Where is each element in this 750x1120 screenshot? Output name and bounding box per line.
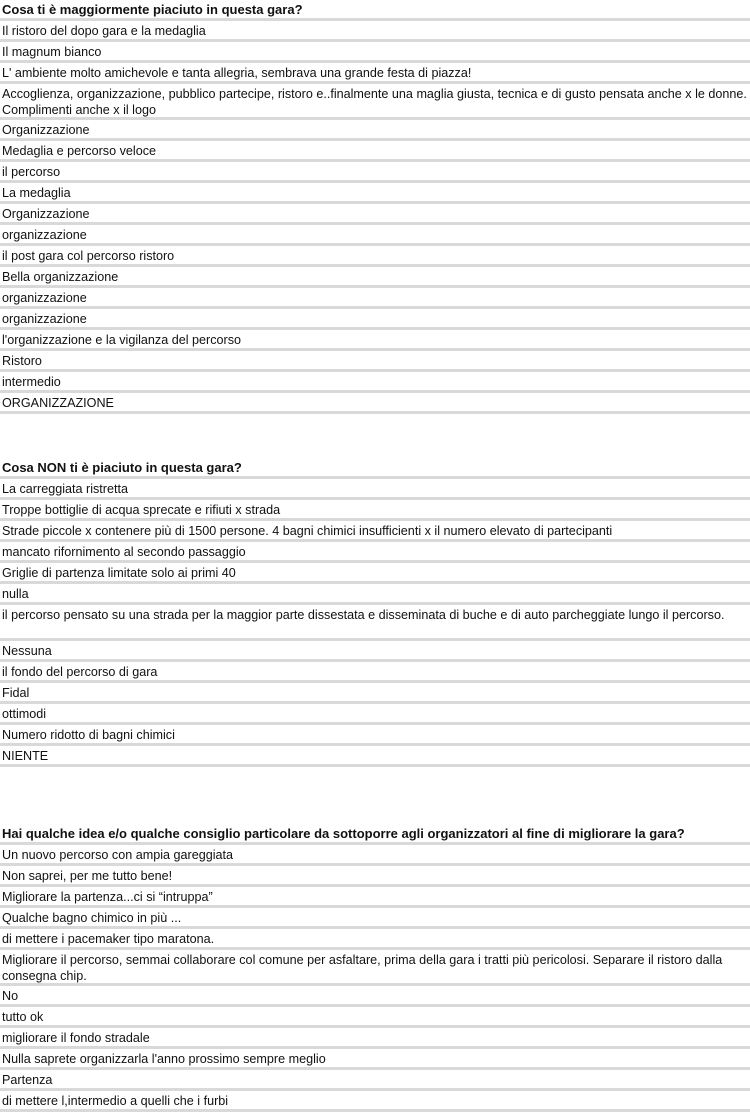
answer-row: La medaglia [0,183,750,204]
question-title: Cosa ti è maggiormente piaciuto in questa gara? [0,0,750,21]
answer-row: La carreggiata ristretta [0,479,750,500]
answer-row: Fidal [0,683,750,704]
answer-row: Un nuovo percorso con ampia gareggiata [0,845,750,866]
answer-row: organizzazione [0,288,750,309]
answer-row: Troppe bottiglie di acqua sprecate e rifiuti x strada [0,500,750,521]
answer-row: nulla [0,584,750,605]
answer-row: l'organizzazione e la vigilanza del percorso [0,330,750,351]
answer-row: Partenza [0,1070,750,1091]
answer-row: Organizzazione [0,120,750,141]
section-disliked [0,458,750,767]
answer-row: Migliorare la partenza...ci si “intruppa” [0,887,750,908]
answer-row: il percorso [0,162,750,183]
answer-row: tutto ok [0,1007,750,1028]
answer-row: migliorare il fondo stradale [0,1028,750,1049]
answer-row: Migliorare il percorso, semmai collaborare col comune per asfaltare, prima della gara i tratti più pericolosi. Separare il ristoro dalla consegna chip. [0,950,750,986]
answer-row: Accoglienza, organizzazione, pubblico partecipe, ristoro e..finalmente una maglia giusta, tecnica e di gusto pensata anche x le donne. Complimenti anche x il logo [0,84,750,120]
answer-row: ORGANIZZAZIONE [0,393,750,414]
answer-row: Organizzazione [0,204,750,225]
answer-row: ottimodi [0,704,750,725]
question-title: Cosa NON ti è piaciuto in questa gara? [0,458,750,479]
answer-row: Medaglia e percorso veloce [0,141,750,162]
answer-row: intermedio [0,372,750,393]
answer-row: Nessuna [0,641,750,662]
answer-row: L' ambiente molto amichevole e tanta allegria, sembrava una grande festa di piazza! [0,63,750,84]
answer-row: Bella organizzazione [0,267,750,288]
answer-row: di mettere l,intermedio a quelli che i furbi [0,1091,750,1112]
answer-row: No [0,986,750,1007]
answer-row: Numero ridotto di bagni chimici [0,725,750,746]
answer-row: di mettere i pacemaker tipo maratona. [0,929,750,950]
answer-row: NIENTE [0,746,750,767]
answer-row: Non saprei, per me tutto bene! [0,866,750,887]
answer-row: Ristoro [0,351,750,372]
answer-row: il percorso pensato su una strada per la maggior parte dissestata e disseminata di buche e di auto parcheggiate lungo il percorso. [0,605,750,641]
answer-row: mancato rifornimento al secondo passaggio [0,542,750,563]
answer-row: Griglie di partenza limitate solo ai primi 40 [0,563,750,584]
answer-row: organizzazione [0,309,750,330]
answer-row: organizzazione [0,225,750,246]
answer-row: il fondo del percorso di gara [0,662,750,683]
answer-row: Il ristoro del dopo gara e la medaglia [0,21,750,42]
question-title: Hai qualche idea e/o qualche consiglio particolare da sottoporre agli organizzatori al fine di migliorare la gara? [0,824,750,845]
answer-row: Qualche bagno chimico in più ... [0,908,750,929]
section-suggestions [0,824,750,1112]
answer-row: Il magnum bianco [0,42,750,63]
answer-row: il post gara col percorso ristoro [0,246,750,267]
answer-row: Strade piccole x contenere più di 1500 persone. 4 bagni chimici insufficienti x il numero elevato di partecipanti [0,521,750,542]
answer-row: Nulla saprete organizzarla l'anno prossimo sempre meglio [0,1049,750,1070]
section-liked [0,0,750,414]
